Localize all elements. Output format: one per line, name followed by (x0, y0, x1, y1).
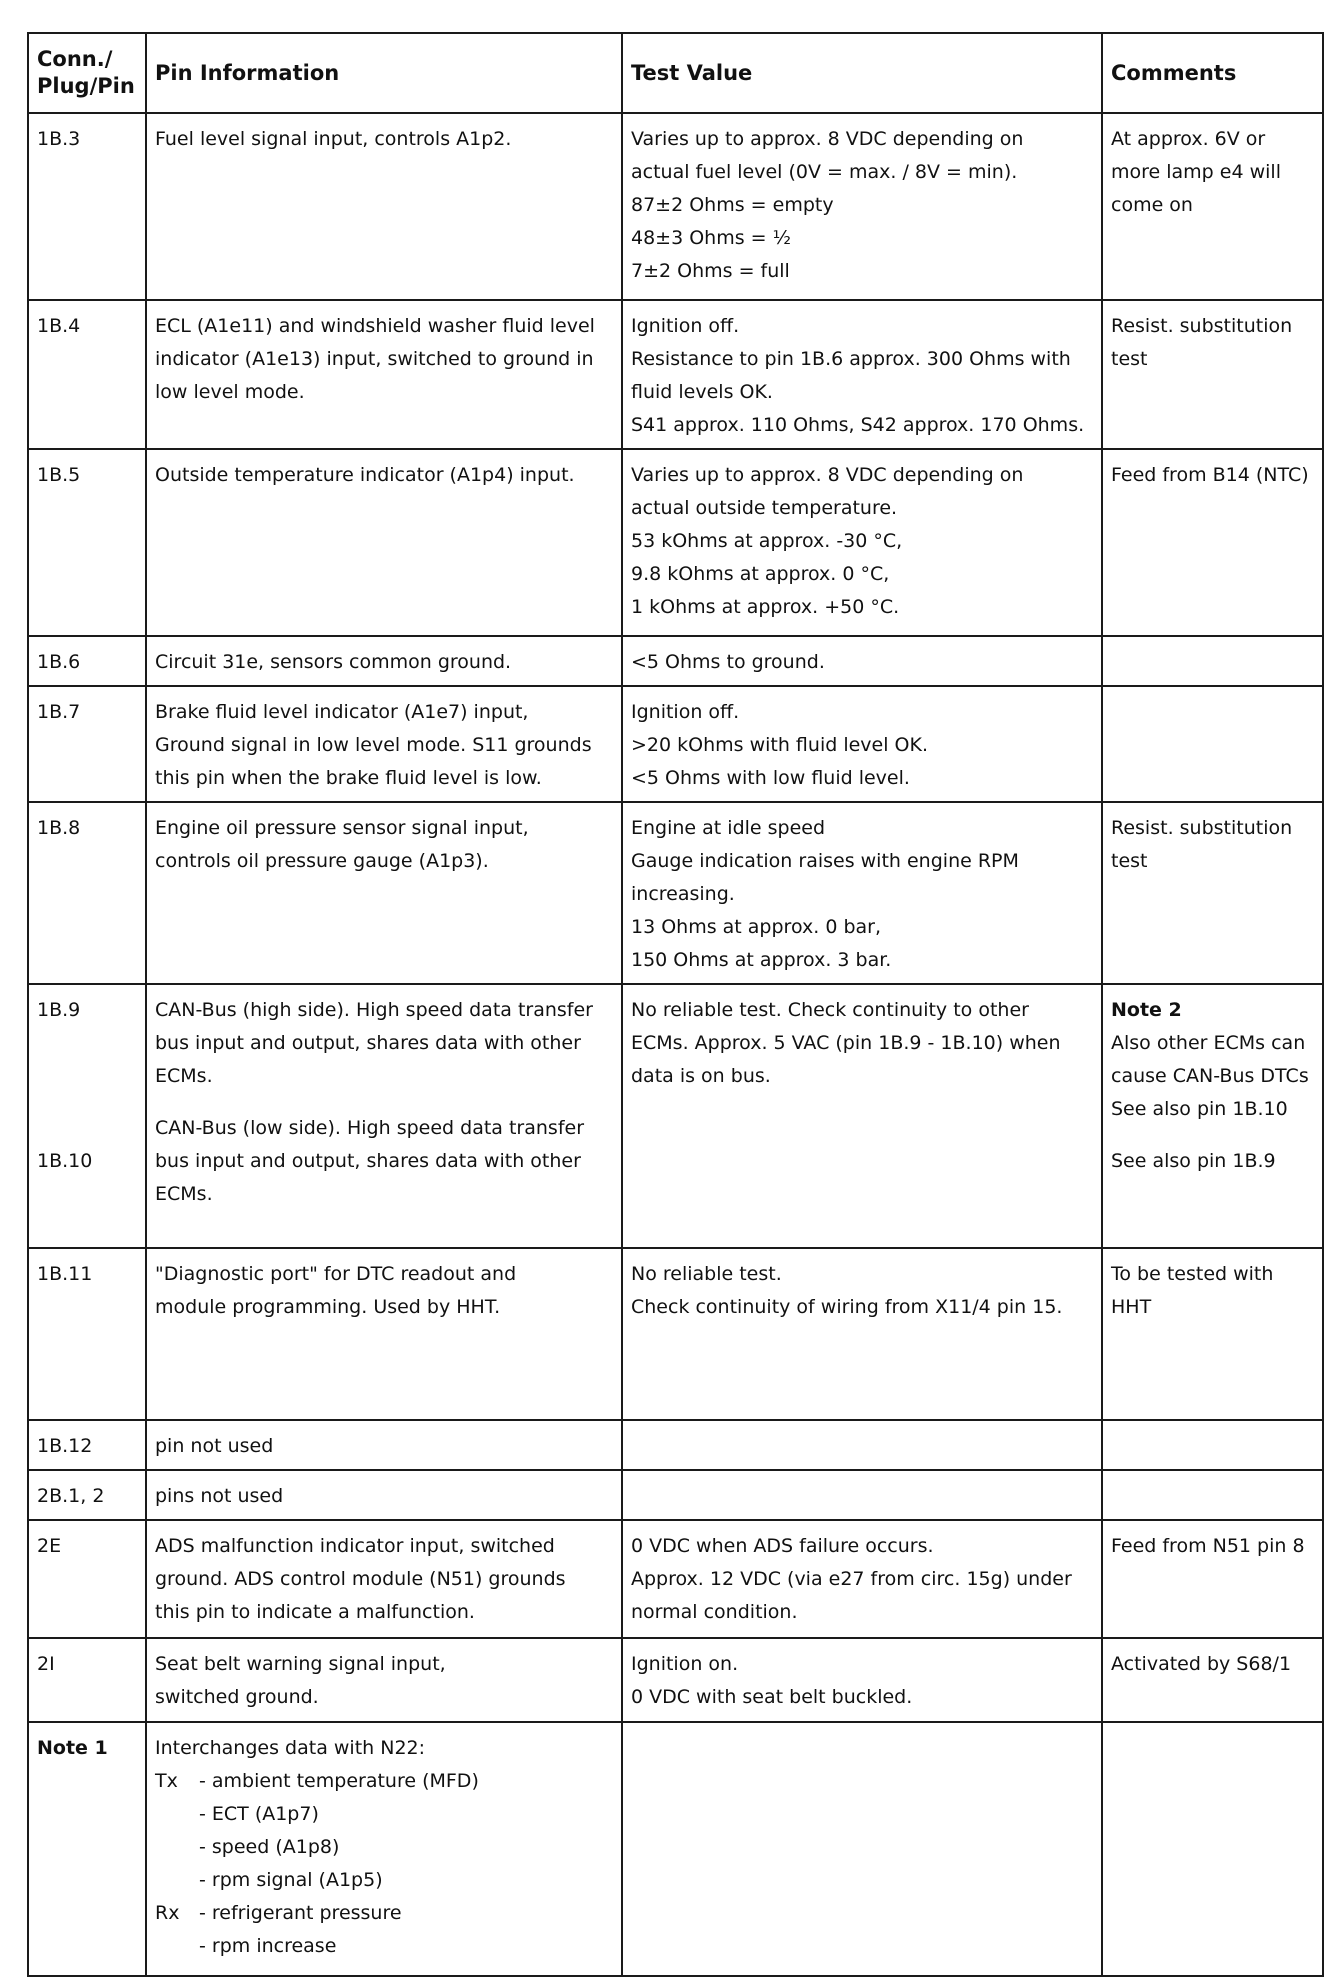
test-cell: No reliable test. Check continuity of wiring from X11/4 pin 15. (622, 1248, 1102, 1420)
pin-table-sheet (27, 32, 1322, 1977)
pin-cell: 2B.1, 2 (28, 1470, 146, 1520)
header-conn-plug-pin: Conn./ Plug/Pin (28, 33, 146, 113)
pin-cell: 1B.5 (28, 449, 146, 636)
rx-label: Rx (155, 1902, 180, 1924)
table-row (28, 1638, 1323, 1722)
test-cell: Ignition off. >20 kOhms with fluid level OK. <5 Ohms with low fluid level. (622, 686, 1102, 802)
test-cell: 0 VDC when ADS failure occurs. Approx. 12 VDC (via e27 from circ. 15g) under normal condition. (622, 1520, 1102, 1638)
comments-cell: At approx. 6V or more lamp e4 will come on (1102, 113, 1323, 300)
note-1-rx-group (155, 1897, 613, 1963)
test-cell: Varies up to approx. 8 VDC depending on actual outside temperature. 53 kOhms at approx. -30 °C, 9.8 kOhms at approx. 0 °C, 1 kOhms at approx. +50 °C. (622, 449, 1102, 636)
rx-item: - rpm increase (199, 1935, 337, 1957)
header-comments: Comments (1102, 33, 1323, 113)
comments-cell: Activated by S68/1 (1102, 1638, 1323, 1722)
pin-cell: 1B.8 (28, 802, 146, 984)
pin-cell: 1B.11 (28, 1248, 146, 1420)
pin-cell: 2I (28, 1638, 146, 1722)
test-cell: <5 Ohms to ground. (622, 636, 1102, 686)
rx-item: - refrigerant pressure (199, 1902, 402, 1924)
info-cell: Fuel level signal input, controls A1p2. (146, 113, 622, 300)
pin-1b10: 1B.10 (37, 1150, 93, 1172)
comments-cell (1102, 636, 1323, 686)
comments-cell: To be tested with HHT (1102, 1248, 1323, 1420)
pin-cell (28, 984, 146, 1248)
note-1-tx-group (155, 1765, 613, 1897)
info-cell (146, 984, 622, 1248)
comments-cell (1102, 1470, 1323, 1520)
table-row-can-bus (28, 984, 1323, 1248)
comments-cell: Feed from N51 pin 8 (1102, 1520, 1323, 1638)
table-row (28, 1248, 1323, 1420)
info-cell (146, 1722, 622, 1976)
info-1b9: CAN-Bus (high side). High speed data transfer bus input and output, shares data with other ECMs. (155, 999, 593, 1087)
info-cell: Outside temperature indicator (A1p4) input. (146, 449, 622, 636)
test-cell: No reliable test. Check continuity to other ECMs. Approx. 5 VAC (pin 1B.9 - 1B.10) when data is on bus. (622, 984, 1102, 1248)
test-cell: Varies up to approx. 8 VDC depending on actual fuel level (0V = max. / 8V = min). 87±2 Ohms = empty 48±3 Ohms = ½ 7±2 Ohms = full (622, 113, 1102, 300)
info-cell: pins not used (146, 1470, 622, 1520)
header-test-value: Test Value (622, 33, 1102, 113)
info-cell: Brake fluid level indicator (A1e7) input, Ground signal in low level mode. S11 grounds this pin when the brake fluid level is low. (146, 686, 622, 802)
info-cell: ADS malfunction indicator input, switched ground. ADS control module (N51) grounds this pin to indicate a malfunction. (146, 1520, 622, 1638)
tx-label: Tx (155, 1770, 178, 1792)
table-row (28, 802, 1323, 984)
table-row (28, 300, 1323, 449)
table-row (28, 636, 1323, 686)
pin-cell: Note 1 (28, 1722, 146, 1976)
table-row-note-1 (28, 1722, 1323, 1976)
tx-item: - rpm signal (A1p5) (199, 1869, 383, 1891)
tx-item: - ambient temperature (MFD) (199, 1770, 479, 1792)
pin-cell: 1B.6 (28, 636, 146, 686)
test-cell (622, 1722, 1102, 1976)
note-1-intro: Interchanges data with N22: (155, 1737, 426, 1759)
comments-cell: Feed from B14 (NTC) (1102, 449, 1323, 636)
table-row (28, 449, 1323, 636)
table-row (28, 1420, 1323, 1470)
test-cell (622, 1470, 1102, 1520)
pin-table (27, 32, 1324, 1977)
comments-cell: Resist. substitution test (1102, 802, 1323, 984)
header-pin-information: Pin Information (146, 33, 622, 113)
pin-1b9: 1B.9 (37, 999, 81, 1021)
info-cell: "Diagnostic port" for DTC readout and module programming. Used by HHT. (146, 1248, 622, 1420)
pin-cell: 1B.7 (28, 686, 146, 802)
pin-cell: 1B.12 (28, 1420, 146, 1470)
comments-cell (1102, 1722, 1323, 1976)
comments-1b9: Also other ECMs can cause CAN-Bus DTCs See also pin 1B.10 (1111, 1032, 1309, 1120)
table-row (28, 1470, 1323, 1520)
info-cell: Circuit 31e, sensors common ground. (146, 636, 622, 686)
comments-cell (1102, 984, 1323, 1248)
pin-cell: 2E (28, 1520, 146, 1638)
test-cell: Ignition off. Resistance to pin 1B.6 approx. 300 Ohms with fluid levels OK. S41 approx. 110 Ohms, S42 approx. 170 Ohms. (622, 300, 1102, 449)
pin-cell: 1B.4 (28, 300, 146, 449)
pin-cell: 1B.3 (28, 113, 146, 300)
table-row (28, 1520, 1323, 1638)
comments-1b10: See also pin 1B.9 (1111, 1150, 1276, 1172)
info-cell: Seat belt warning signal input, switched ground. (146, 1638, 622, 1722)
header-row (28, 33, 1323, 113)
info-cell: ECL (A1e11) and windshield washer fluid level indicator (A1e13) input, switched to ground in low level mode. (146, 300, 622, 449)
info-1b10: CAN-Bus (low side). High speed data transfer bus input and output, shares data with other ECMs. (155, 1117, 585, 1205)
test-cell: Ignition on. 0 VDC with seat belt buckled. (622, 1638, 1102, 1722)
comments-cell (1102, 1420, 1323, 1470)
tx-item: - speed (A1p8) (199, 1836, 340, 1858)
test-cell: Engine at idle speed Gauge indication raises with engine RPM increasing. 13 Ohms at approx. 0 bar, 150 Ohms at approx. 3 bar. (622, 802, 1102, 984)
table-row (28, 113, 1323, 300)
comments-cell: Resist. substitution test (1102, 300, 1323, 449)
tx-item: - ECT (A1p7) (199, 1803, 319, 1825)
test-cell (622, 1420, 1102, 1470)
info-cell: pin not used (146, 1420, 622, 1470)
table-row (28, 686, 1323, 802)
comments-cell (1102, 686, 1323, 802)
info-cell: Engine oil pressure sensor signal input, controls oil pressure gauge (A1p3). (146, 802, 622, 984)
note-2-label: Note 2 (1111, 999, 1182, 1021)
